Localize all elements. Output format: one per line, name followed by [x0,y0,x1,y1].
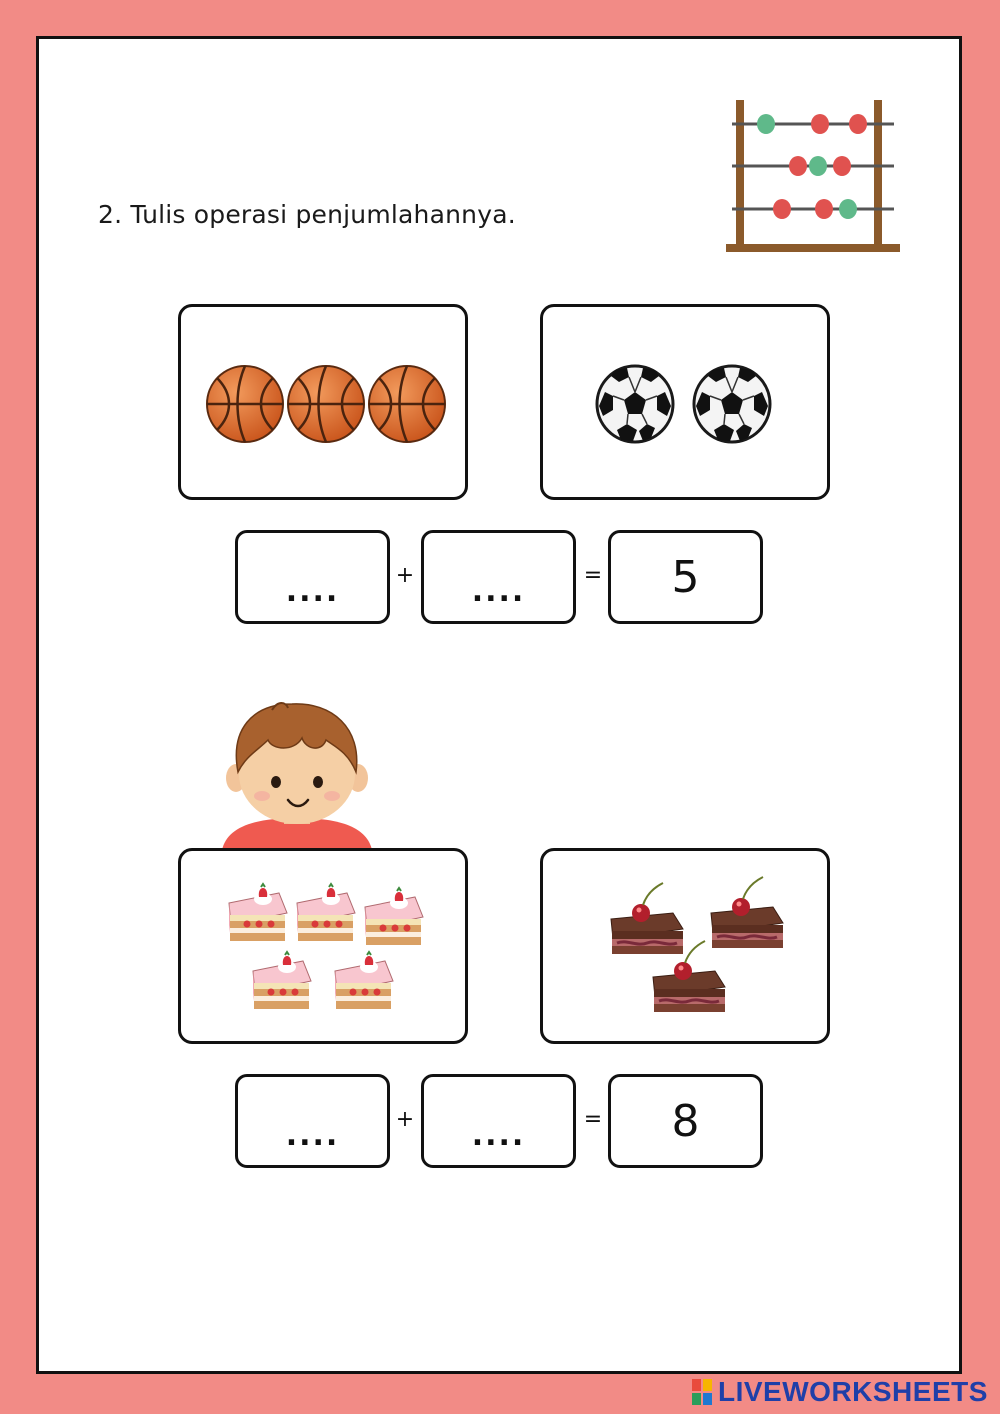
picture-box-soccer-balls [540,304,830,500]
result-box-1: 5 [608,530,763,624]
result-box-2: 8 [608,1074,763,1168]
basketball-icon [207,366,283,442]
basketball-icon [369,366,445,442]
liveworksheets-logo [692,1379,712,1405]
instruction-text: 2. Tulis operasi penjumlahannya. [98,200,516,229]
soccer-ball-icon [694,366,770,442]
basketball-icon [288,366,364,442]
plus-sign: + [395,1107,415,1132]
watermark-text: LIVEWORKSHEETS [718,1376,988,1407]
abacus-icon [724,96,904,258]
answer-input-1b[interactable]: .... [421,530,576,624]
chocolate-cake-icon [611,883,683,954]
soccer-ball-icon [597,366,673,442]
chocolate-cake-icon [711,877,783,948]
shortcake-icon [297,884,355,941]
liveworksheets-watermark[interactable] [692,1376,988,1408]
picture-box-chocolate-cakes [540,848,830,1044]
plus-sign: + [395,563,415,588]
picture-box-shortcakes [178,848,468,1044]
shortcake-icon [365,888,423,945]
picture-box-basketballs [178,304,468,500]
answer-input-2a[interactable]: .... [235,1074,390,1168]
boy-illustration [222,700,372,850]
equals-sign: = [583,563,603,588]
answer-input-1a[interactable]: .... [235,530,390,624]
equals-sign: = [583,1107,603,1132]
answer-input-2b[interactable]: .... [421,1074,576,1168]
shortcake-icon [229,884,287,941]
shortcake-icon [253,952,311,1009]
shortcake-icon [335,952,393,1009]
